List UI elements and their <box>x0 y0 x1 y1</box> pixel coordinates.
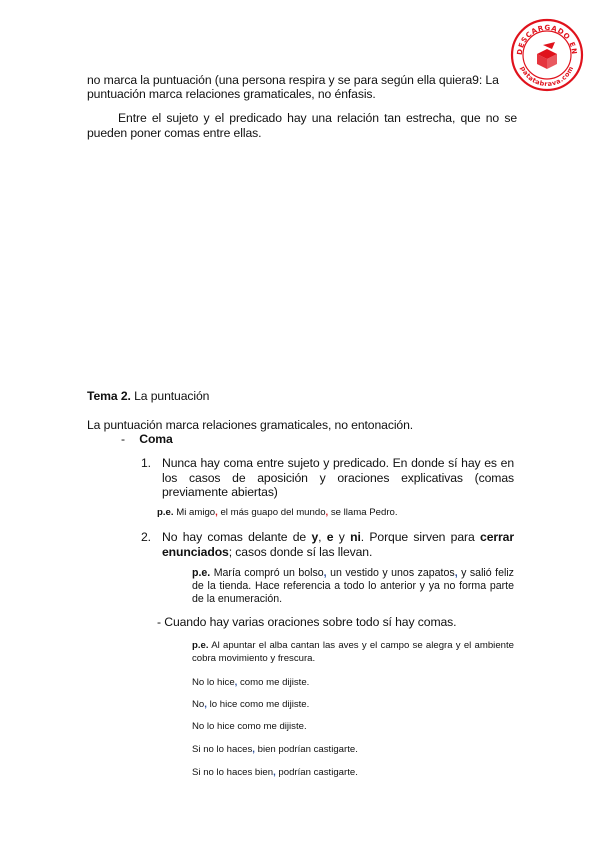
example-sentence: Si no lo haces, bien podrían castigarte. <box>192 744 358 755</box>
example-sentence: No, lo hice como me dijiste. <box>192 699 310 710</box>
bullet-coma <box>121 432 173 447</box>
highlight-comma: , <box>252 744 255 755</box>
bullet-label: Coma <box>139 432 173 446</box>
example-sentence: Si no lo haces bien, podrían castigarte. <box>192 767 358 778</box>
highlight-comma: , <box>204 699 207 710</box>
item-3-text: - Cuando hay varias oraciones sobre todo sí hay comas. <box>157 615 457 629</box>
section-number: Tema 2. <box>87 389 131 403</box>
section-heading <box>87 389 517 404</box>
intro-line-1: no marca la puntuación (una persona respira y se para según ella quiera9: La <box>87 73 499 87</box>
bullet-marker: - <box>121 432 125 446</box>
item-1-number: 1. <box>141 456 151 470</box>
item-2-text: No hay comas delante de y, e y ni. Porque sirven para cerrar enunciados; casos donde sí las llevan. <box>162 530 514 559</box>
example-sentence: No lo hice como me dijiste. <box>192 721 307 732</box>
item-2-number: 2. <box>141 530 151 544</box>
item-1-example: p.e. Mi amigo, el más guapo del mundo, se llama Pedro. <box>157 507 398 518</box>
download-stamp-logo <box>510 18 584 92</box>
highlight-comma: , <box>273 767 276 778</box>
svg-text:DESCARGADO EN: DESCARGADO EN <box>515 23 579 56</box>
example-sentence: No lo hice, como me dijiste. <box>192 677 310 688</box>
highlight-comma: , <box>215 507 218 518</box>
intro-line-2: puntuación marca relaciones gramaticales, no énfasis. <box>87 87 376 101</box>
svg-text:patatabrava.com: patatabrava.com <box>518 64 576 89</box>
box-icon <box>537 42 557 69</box>
example-pe: p.e. <box>192 640 209 651</box>
item-3-example: p.e. Al apuntar el alba cantan las aves y el campo se alegra y el ambiente cobra movimiento y frescura. <box>192 640 514 664</box>
highlight-comma: , <box>234 677 238 688</box>
highlight-comma: , <box>323 567 327 579</box>
example-pe: p.e. <box>157 507 174 518</box>
item-2-example: p.e. María compró un bolso, un vestido y unos zapatos, y salió feliz de la tienda. Hace referencia a todo lo anterior y ya no forma parte de la enumeración. <box>192 567 514 606</box>
item-1-text: Nunca hay coma entre sujeto y predicado. En donde sí hay es en los casos de aposición y oraciones explicativas (comas previamente abiertas) <box>162 456 514 499</box>
section-title: La puntuación <box>130 389 210 403</box>
example-pe: p.e. <box>192 567 211 579</box>
section-subtitle: La puntuación marca relaciones gramaticales, no entonación. <box>87 418 414 432</box>
highlight-comma: , <box>454 567 458 579</box>
intro-paragraph: Entre el sujeto y el predicado hay una relación tan estrecha, que no se pueden poner comas entre ellas. <box>87 111 517 140</box>
highlight-comma: , <box>325 507 329 518</box>
